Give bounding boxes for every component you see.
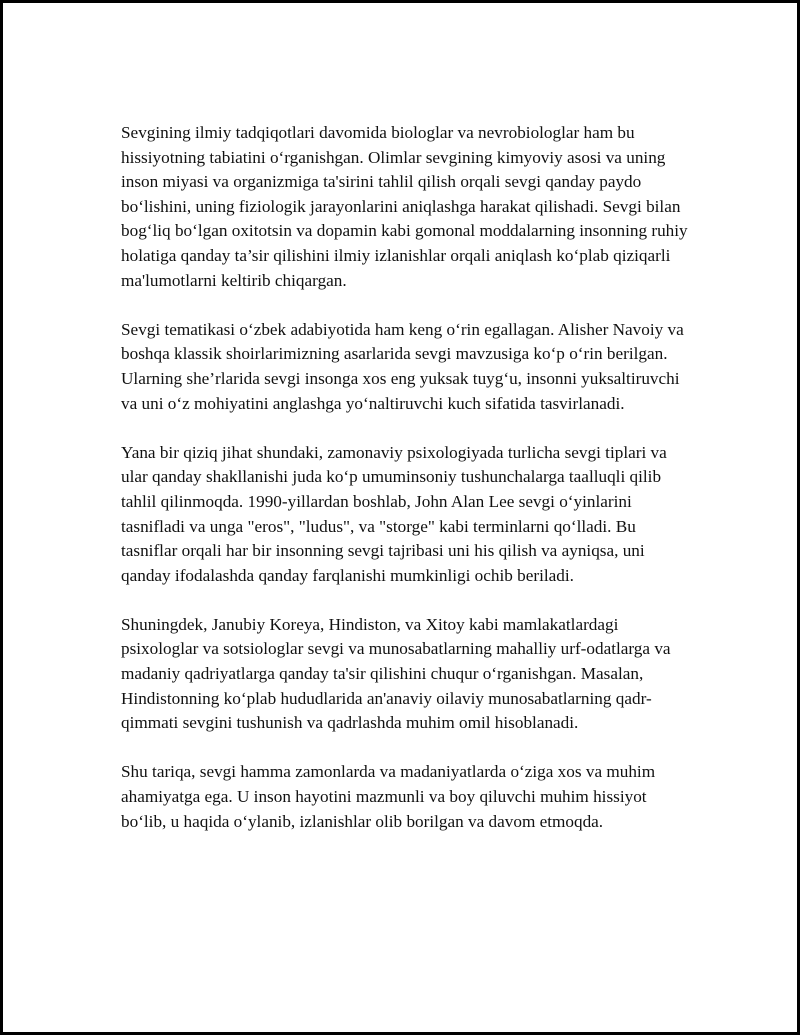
paragraph-1: Sevgining ilmiy tadqiqotlari davomida biologlar va nevrobiologlar ham bu hissiyotning tabiatini o‘rganishgan. Olimlar sevgining kimyoviy asosi va uning inson miyasi va organizmiga ta'sirini tahlil qilish orqali sevgi qanday paydo bo‘lishini, uning fiziologik jarayonlarini aniqlashga harakat qilishadi. Sevgi bilan bog‘liq bo‘lgan oxitotsin va dopamin kabi gomonal moddalarning insonning ruhiy holatiga qanday ta’sir qilishini ilmiy izlanishlar orqali aniqlash ko‘plab qiziqarli ma'lumotlarni keltirib chiqargan.: [121, 123, 688, 290]
paragraph-3: Yana bir qiziq jihat shundaki, zamonaviy psixologiyada turlicha sevgi tiplari va ular qanday shakllanishi juda ko‘p umuminsoniy tushunchalarga taalluqli qilib tahlil qilinmoqda. 1990-yillardan boshlab, John Alan Lee sevgi o‘yinlarini tasnifladi va unga "eros", "ludus", va "storge" kabi terminlarni qo‘lladi. Bu tasniflar orqali har bir insonning sevgi tajribasi uni his qilish va ayniqsa, uni qanday ifodalashda qanday farqlanishi mumkinligi ochib beriladi.: [121, 442, 667, 585]
paragraph-5: Shu tariqa, sevgi hamma zamonlarda va madaniyatlarda o‘ziga xos va muhim ahamiyatga ega. U inson hayotini mazmunli va boy qiluvchi muhim hissiyot bo‘lib, u haqida o‘ylanib, izlanishlar olib borilgan va davom etmoqda.: [121, 762, 656, 831]
paragraph-4: Shuningdek, Janubiy Koreya, Hindiston, va Xitoy kabi mamlakatlardagi psixologlar va sotsiologlar sevgi va munosabatlarning mahalliy urf-odatlarga va madaniy qadriyatlarga qanday ta'sir qilishini chuqur o‘rganishgan. Masalan, Hindistonning ko‘plab hududlarida an'anaviy oilaviy munosabatlarning qadr-qimmati sevgini tushunish va qadrlashda muhim omil hisoblanadi.: [121, 614, 671, 733]
document-body: [121, 121, 693, 834]
paragraph-2: Sevgi tematikasi o‘zbek adabiyotida ham keng o‘rin egallagan. Alisher Navoiy va boshqa klassik shoirlarimizning asarlarida sevgi mavzusiga ko‘p o‘rin berilgan. Ularning she’rlarida sevgi insonga xos eng yuksak tuyg‘u, insonni yuksaltiruvchi va uni o‘z mohiyatini anglashga yo‘naltiruvchi kuch sifatida tasvirlanadi.: [121, 319, 684, 413]
